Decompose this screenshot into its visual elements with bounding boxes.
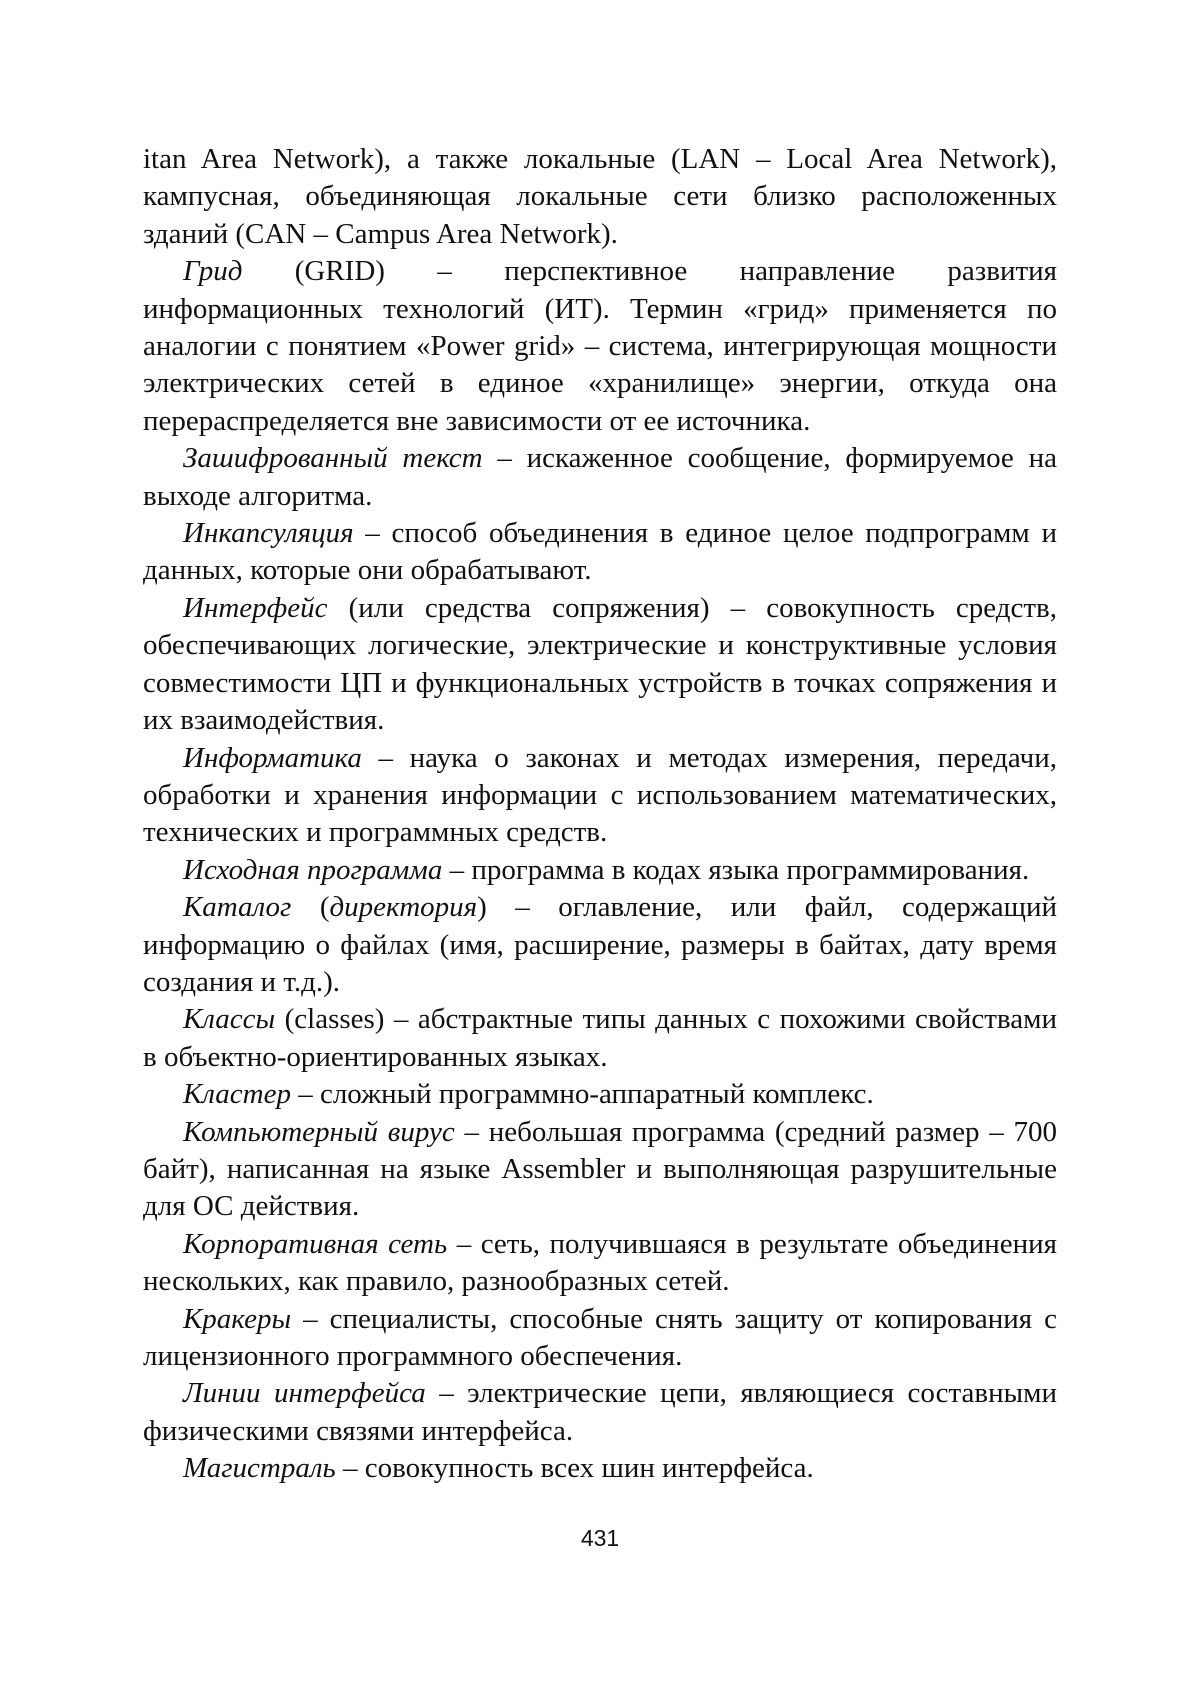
- entry-term: Интерфейс: [183, 591, 328, 624]
- entry-text: – небольшая программа (средний размер – 700 байт), написанная на языке Assembler и выполняющая разрушительные для ОС действия.: [143, 1115, 1057, 1223]
- entry-text: itan Area Network), а также локальные (LAN – Local Area Network), кампусная, объединяющая локальные сети близко расположенных зданий (CAN – Campus Area Network).: [143, 143, 1057, 250]
- entry-text: – наука о законах и методах измерения, передачи, обработки и хранения информации с использованием математических, технических и программных средств.: [143, 741, 1057, 849]
- glossary-entry-informatics: [143, 740, 1057, 852]
- entry-text: (GRID) – перспективное направление развития информационных технологий (ИТ). Термин «грид» применяется по аналогии с понятием «Power grid» – система, интегрирующая мощности электрических сетей в единое «хранилище» энергии, откуда она перераспределяется вне зависимости от ее источника.: [143, 255, 1057, 437]
- entry-text: – искаженное сообщение, формируемое на выходе алгоритма.: [143, 442, 1057, 512]
- entry-term: Магистраль: [183, 1452, 336, 1485]
- glossary-entry-corporate-network: [143, 1226, 1057, 1301]
- entry-text: – программа в кодах языка программирования.: [442, 853, 1030, 886]
- entry-term: Линии интерфейса: [183, 1377, 426, 1410]
- entry-text: – оглавление, или файл, содержащий информацию о файлах (имя, расширение, размеры в байтах, дату время создания и т.д.).: [143, 891, 1057, 998]
- entry-text: (classes) – абстрактные типы данных с похожими свойствами в объектно-ориентированных языках.: [143, 1003, 1057, 1073]
- entry-term: Кластер: [183, 1078, 291, 1111]
- entry-term: Информатика: [183, 741, 362, 774]
- entry-text: – сложный программно-аппаратный комплекс.: [290, 1078, 874, 1111]
- entry-term: Корпоративная сеть: [183, 1227, 448, 1260]
- page-body: [143, 141, 1057, 1488]
- glossary-entry-catalog: Каталог (директория) – оглавление, или файл, содержащий информацию о файлах (имя, расширение, размеры в байтах, дату время создания и т.д.).: [143, 891, 1057, 998]
- glossary-entry-continued: [143, 141, 1057, 253]
- glossary-entry-interface-lines: [143, 1375, 1057, 1450]
- entry-term-alt: директория: [329, 891, 478, 924]
- glossary-entry-computer-virus: [143, 1114, 1057, 1226]
- glossary-entry-encapsulation: [143, 515, 1057, 590]
- glossary-entry-encrypted-text: [143, 440, 1057, 515]
- entry-text: – сеть, получившаяся в результате объединения нескольких, как правило, разнообразных сетей.: [143, 1227, 1057, 1298]
- entry-term: Кракеры: [183, 1302, 292, 1335]
- entry-text: – электрические цепи, являющиеся составными физическими связями интерфейса.: [143, 1377, 1057, 1447]
- glossary-entry-bus: [143, 1450, 1057, 1487]
- glossary-entry-interface: [143, 590, 1057, 740]
- entry-text: (или средства сопряжения) – совокупность средств, обеспечивающих логические, электрические и конструктивные условия совместимости ЦП и функциональных устройств в точках сопряжения и их взаимодействия.: [143, 591, 1057, 737]
- entry-term: Зашифрованный текст: [183, 442, 483, 475]
- entry-text: – специалисты, способные снять защиту от копирования с лицензионного программного обеспечения.: [143, 1302, 1057, 1372]
- entry-term: Инкапсуляция: [183, 517, 354, 550]
- entry-term: Классы: [183, 1003, 276, 1036]
- glossary-entry-grid: [143, 253, 1057, 440]
- entry-term: Компьютерный вирус: [183, 1115, 455, 1148]
- entry-term: Исходная программа: [183, 853, 443, 886]
- glossary-entry-source-program: [143, 852, 1057, 889]
- entry-term: Грид: [183, 255, 243, 288]
- page-number: 431: [580, 1525, 620, 1551]
- glossary-entry-classes: [143, 1001, 1057, 1076]
- entry-term: Каталог: [183, 891, 292, 924]
- entry-text: – совокупность всех шин интерфейса.: [335, 1452, 814, 1485]
- glossary-entry-crackers: [143, 1301, 1057, 1376]
- entry-text: – способ объединения в единое целое подпрограмм и данных, которые они обрабатывают.: [143, 517, 1057, 587]
- glossary-entry-cluster: [143, 1076, 1057, 1113]
